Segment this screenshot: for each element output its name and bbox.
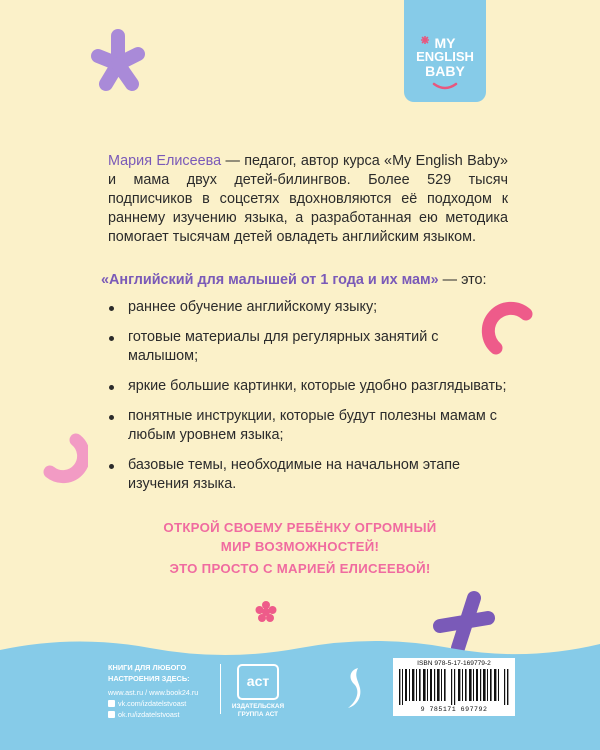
footer-vk-row (108, 698, 198, 709)
list-item (108, 456, 508, 494)
list-item-text: раннее обучение английскому языку; (128, 299, 378, 315)
publisher-caption-1: ИЗДАТЕЛЬСКАЯ (231, 703, 285, 710)
imprint-swan-icon (342, 664, 366, 714)
brand-line-english: ENGLISH (416, 49, 474, 64)
footer-ok: ok.ru/izdatelstvoast (118, 710, 180, 719)
list-item (108, 407, 508, 445)
publisher-logo (228, 664, 288, 719)
list-item-text: понятные инструкции, которые будут полезны мамам с любым уровнем языка; (128, 408, 497, 443)
footer-vk: vk.com/izdatelstvoast (118, 699, 187, 708)
brand-logo (404, 36, 486, 78)
purple-star-decoration (88, 26, 148, 96)
bullet-icon (109, 385, 114, 390)
author-bio-text: — педагог, автор курса «My English Baby» и мама двух детей-билингвов. Более 529 тысяч подписчиков в соцсетях вдохновляются её подходом к раннему изучению языка, а разработанная ею методика помогает тысячам детей овладеть английским языком. (108, 153, 508, 245)
footer-ok-row (108, 709, 198, 720)
list-item-text: базовые темы, необходимые на начальном этапе изучения языка. (128, 457, 461, 492)
brand-smile-icon (432, 82, 458, 90)
list-item (108, 298, 508, 317)
pink-flower-decoration (254, 600, 278, 624)
footer-divider (220, 664, 221, 714)
barcode-bars (399, 669, 509, 705)
list-item-text: яркие большие картинки, которые удобно разглядывать; (128, 378, 507, 394)
isbn-text: ISBN 978-5-17-169779-2 (417, 660, 491, 667)
footer-links (108, 662, 198, 720)
promo-line-1: ОТКРОЙ СВОЕМУ РЕБЁНКУ ОГРОМНЫЙ (163, 520, 437, 535)
pink-arc-decoration (480, 300, 540, 370)
barcode-digits: 9 785171 697792 (420, 706, 488, 713)
footer-heading-2: НАСТРОЕНИЯ ЗДЕСЬ: (108, 674, 190, 683)
brand-line-my: MY (434, 35, 456, 51)
list-item (108, 377, 508, 396)
brand-line-baby: BABY (425, 63, 465, 79)
brand-star-icon (421, 36, 429, 44)
author-name: Мария Елисеева (108, 153, 222, 169)
brand-logo-tab (404, 0, 486, 102)
bullet-icon (109, 464, 114, 469)
ast-logo-icon (237, 664, 279, 700)
book-intro (101, 271, 521, 290)
publisher-caption-2: ГРУППА АСТ (237, 711, 279, 718)
promo-line-2: МИР ВОЗМОЖНОСТЕЙ! (220, 539, 380, 554)
bullet-icon (109, 415, 114, 420)
ast-logo-word: аст (246, 673, 270, 689)
footer-sites: www.ast.ru / www.book24.ru (108, 688, 199, 697)
vk-icon (108, 700, 115, 707)
list-item (108, 328, 508, 366)
ok-icon (108, 711, 115, 718)
bullet-icon (109, 336, 114, 341)
book-title: «Английский для малышей от 1 года и их мам» (101, 272, 439, 288)
features-list (108, 298, 508, 505)
author-bio (108, 152, 508, 247)
promo-line-3: ЭТО ПРОСТО С МАРИЕЙ ЕЛИСЕЕВОЙ! (169, 561, 431, 576)
list-item-text: готовые материалы для регулярных занятий с малышом; (128, 329, 439, 364)
footer-heading-1: КНИГИ ДЛЯ ЛЮБОГО (108, 663, 187, 672)
book-intro-suffix: — это: (438, 272, 487, 288)
bullet-icon (109, 306, 114, 311)
pink-hook-decoration (38, 428, 88, 488)
barcode (393, 658, 515, 716)
